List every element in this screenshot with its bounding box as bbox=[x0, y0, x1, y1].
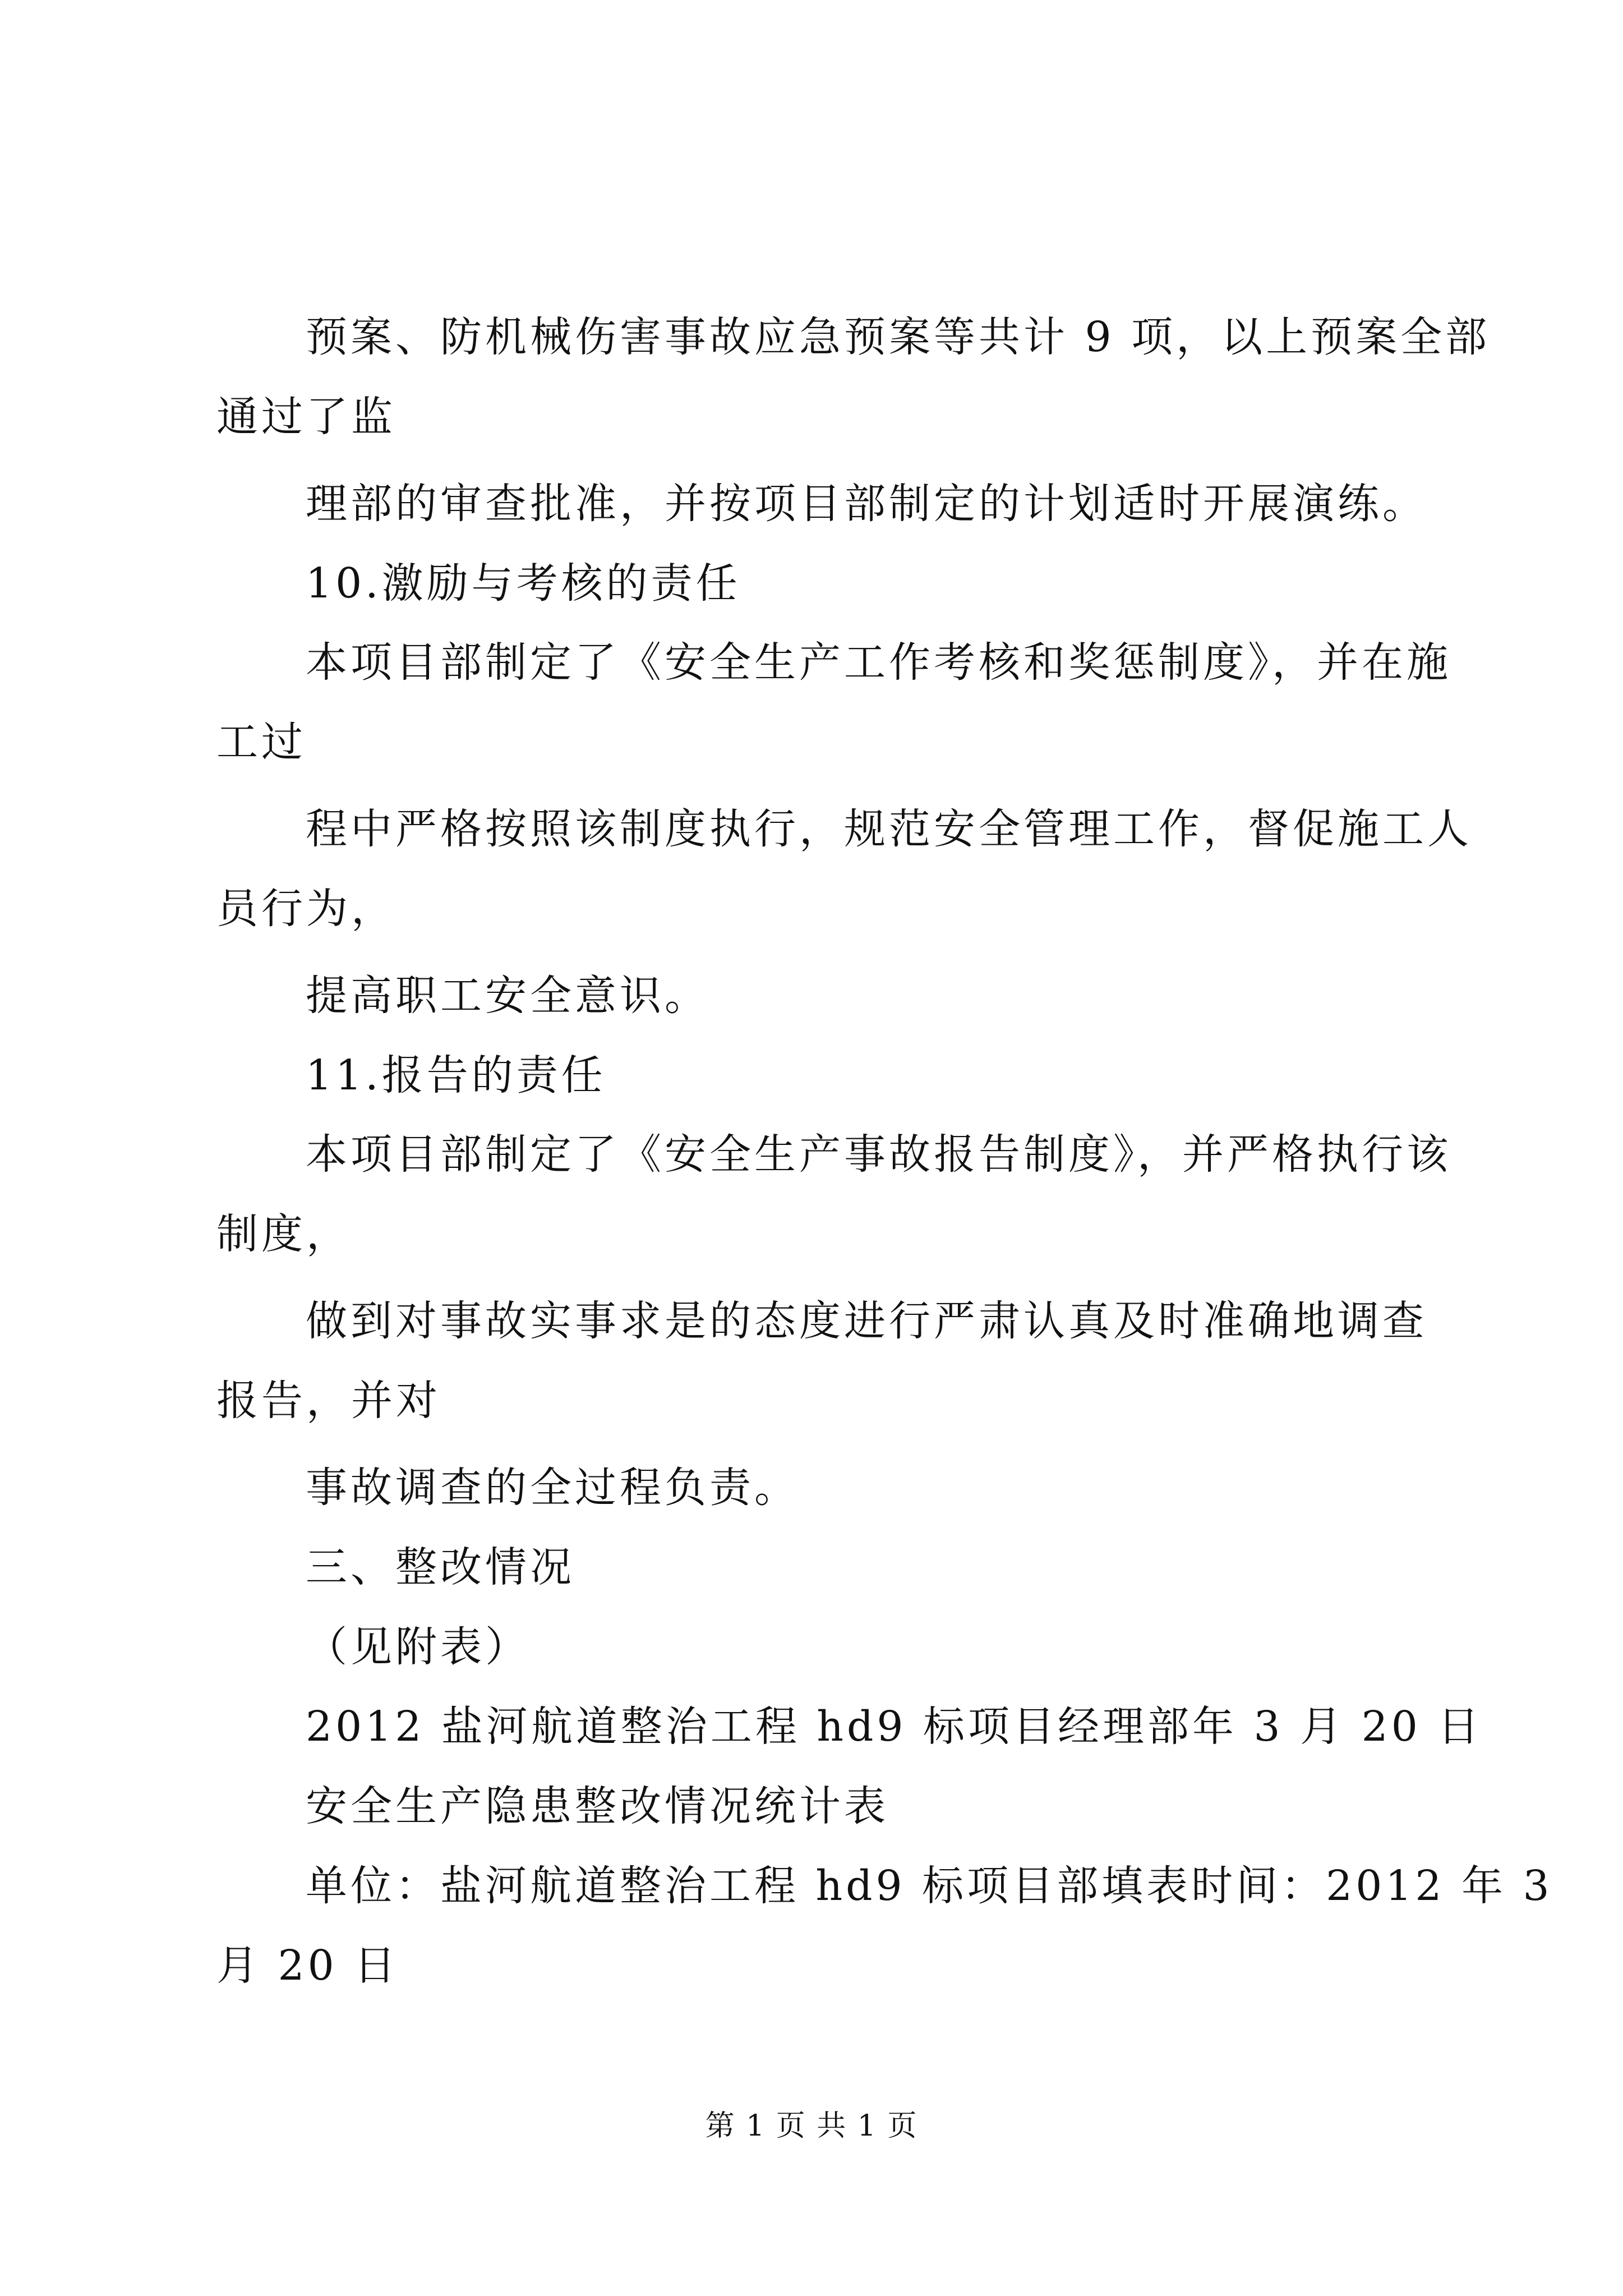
paragraph-line: 事故调查的全过程负责。 bbox=[306, 1464, 799, 1512]
paragraph-line: 做到对事故实事求是的态度进行严肃认真及时准确地调查 bbox=[306, 1297, 1427, 1345]
paragraph-line: 单位：盐河航道整治工程 hd9 标项目部填表时间：2012 年 3 bbox=[306, 1862, 1553, 1910]
paragraph-line: 理部的审查批准，并按项目部制定的计划适时开展演练。 bbox=[306, 480, 1427, 528]
section-heading: 10.激励与考核的责任 bbox=[306, 559, 741, 608]
paragraph-line: 通过了监 bbox=[216, 393, 396, 441]
paragraph-line: 安全生产隐患整改情况统计表 bbox=[306, 1782, 889, 1830]
section-heading: 11.报告的责任 bbox=[306, 1051, 606, 1099]
paragraph-line: （见附表） bbox=[306, 1623, 530, 1671]
paragraph-line: 制度， bbox=[216, 1210, 351, 1258]
page-footer: 第 1 页 共 1 页 bbox=[705, 2109, 918, 2143]
paragraph-line: 本项目部制定了《安全生产工作考核和奖惩制度》，并在施 bbox=[306, 638, 1451, 687]
paragraph-line: 工过 bbox=[216, 718, 306, 766]
paragraph-line: 报告，并对 bbox=[216, 1377, 441, 1425]
paragraph-line: 程中严格按照该制度执行，规范安全管理工作，督促施工人 bbox=[306, 805, 1472, 853]
paragraph-line: 本项目部制定了《安全生产事故报告制度》，并严格执行该 bbox=[306, 1130, 1451, 1179]
paragraph-line: 提高职工安全意识。 bbox=[306, 972, 709, 1020]
paragraph-line: 月 20 日 bbox=[216, 1941, 399, 1990]
paragraph-line: 2012 盐河航道整治工程 hd9 标项目经理部年 3 月 20 日 bbox=[306, 1703, 1483, 1751]
section-heading: 三、整改情况 bbox=[306, 1543, 575, 1591]
paragraph-line: 员行为， bbox=[216, 885, 396, 933]
paragraph-line: 预案、防机械伤害事故应急预案等共计 9 项，以上预案全部 bbox=[306, 313, 1491, 361]
